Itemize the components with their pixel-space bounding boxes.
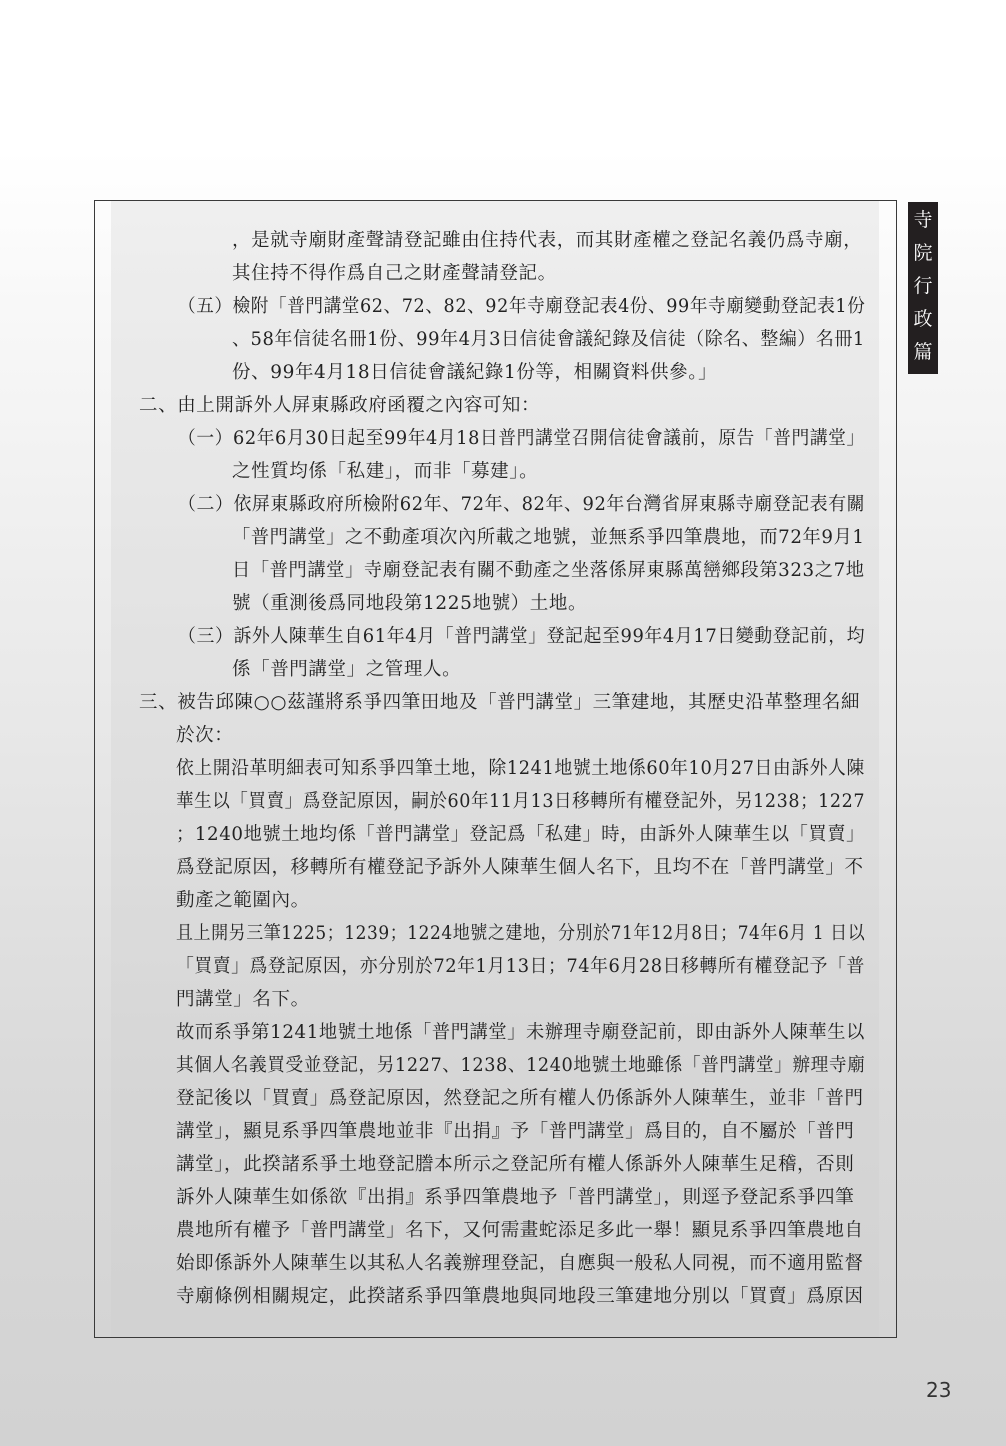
text-line: 三、被告邱陳○○茲謹將系爭四筆田地及「普門講堂」三筆建地，其歷史沿革整理名細 [139,692,861,713]
text-line: 寺廟條例相關規定，此揆諸系爭四筆農地與同地段三筆建地分別以「買賣」爲原因 [176,1286,864,1307]
text-line: 依上開沿革明細表可知系爭四筆土地，除1241地號土地係60年10月27日由訴外人陳 [176,758,865,779]
text-line: 於次： [176,725,234,746]
text-line: 「買賣」爲登記原因，亦分別於72年1月13日；74年6月28日移轉所有權登記予「普 [176,956,865,977]
section-tab-char: 寺 [913,209,933,232]
text-line: ；1240地號土地均係「普門講堂」登記爲「私建」時，由訴外人陳華生以「買賣」 [176,824,865,845]
text-line: 其個人名義買受並登記，另1227、1238、1240地號土地雖係「普門講堂」辦理寺廟 [176,1055,866,1076]
text-line: 「普門講堂」之不動產項次內所載之地號，並無系爭四筆農地，而72年9月1 [232,527,865,548]
text-line: 訴外人陳華生如係欲『出捐』系爭四筆農地予「普門講堂」，則逕予登記系爭四筆 [176,1187,855,1208]
text-line: 號（重測後爲同地段第1225地號）土地。 [232,593,588,614]
section-tab-char: 行 [913,274,933,297]
text-line: 始即係訴外人陳華生以其私人名義辦理登記，自應與一般私人同視，而不適用監督 [176,1253,864,1274]
text-line: 講堂」，顯見系爭四筆農地並非『出捐』予「普門講堂」爲目的，自不屬於「普門 [176,1121,855,1142]
text-line: ，是就寺廟財產聲請登記雖由住持代表，而其財產權之登記名義仍爲寺廟， [232,230,863,251]
section-tab-char: 篇 [913,340,933,363]
text-frame [94,200,897,1338]
text-line: 登記後以「買賣」爲登記原因，然登記之所有權人仍係訴外人陳華生，並非「普門 [176,1088,864,1109]
text-line: 之性質均係「私建」，而非「募建」。 [232,461,539,482]
text-line: 且上開另三筆1225；1239；1224地號之建地，分別於71年12月8日；74年6月 1 日以 [176,923,866,944]
page-number: 23 [926,1378,952,1402]
section-tab [908,202,938,374]
text-line: 華生以「買賣」爲登記原因，嗣於60年11月13日移轉所有權登記外，另1238；1227 [176,791,866,812]
text-line: （五）檢附「普門講堂62、72、82、92年寺廟登記表4份、99年寺廟變動登記表1份 [178,296,866,317]
text-line: 係「普門講堂」之管理人。 [232,659,462,680]
body-text [95,201,896,1337]
text-line: 爲登記原因，移轉所有權登記予訴外人陳華生個人名下，且均不在「普門講堂」不 [176,857,864,878]
text-line: 份、99年4月18日信徒會議紀錄1份等，相關資料供參。」 [232,362,718,383]
text-line: 二、由上開訴外人屏東縣政府函覆之內容可知： [139,395,541,416]
text-line: 門講堂」名下。 [176,989,310,1010]
section-tab-char: 院 [913,242,933,265]
section-tab-char: 政 [913,307,933,330]
text-line: （二）依屏東縣政府所檢附62年、72年、82年、92年台灣省屏東縣寺廟登記表有關 [178,494,866,515]
text-line: 講堂」，此揆諸系爭土地登記謄本所示之登記所有權人係訴外人陳華生足稽，否則 [176,1154,855,1175]
text-line: 其住持不得作爲自己之財產聲請登記。 [232,263,557,284]
text-line: 農地所有權予「普門講堂」名下，又何需畫蛇添足多此一舉！顯見系爭四筆農地自 [176,1220,864,1241]
text-line: 日「普門講堂」寺廟登記表有關不動產之坐落係屏東縣萬巒鄉段第323之7地 [232,560,865,581]
text-line: （三）訴外人陳華生自61年4月「普門講堂」登記起至99年4月17日變動登記前，均 [178,626,866,647]
text-line: （一）62年6月30日起至99年4月18日普門講堂召開信徒會議前，原告「普門講堂」 [178,428,865,449]
text-line: 動產之範圍內。 [176,890,310,911]
text-line: 、58年信徒名冊1份、99年4月3日信徒會議紀錄及信徒（除名、整編）名冊1 [232,329,865,350]
text-line: 故而系爭第1241地號土地係「普門講堂」未辦理寺廟登記前，即由訴外人陳華生以 [176,1022,865,1043]
